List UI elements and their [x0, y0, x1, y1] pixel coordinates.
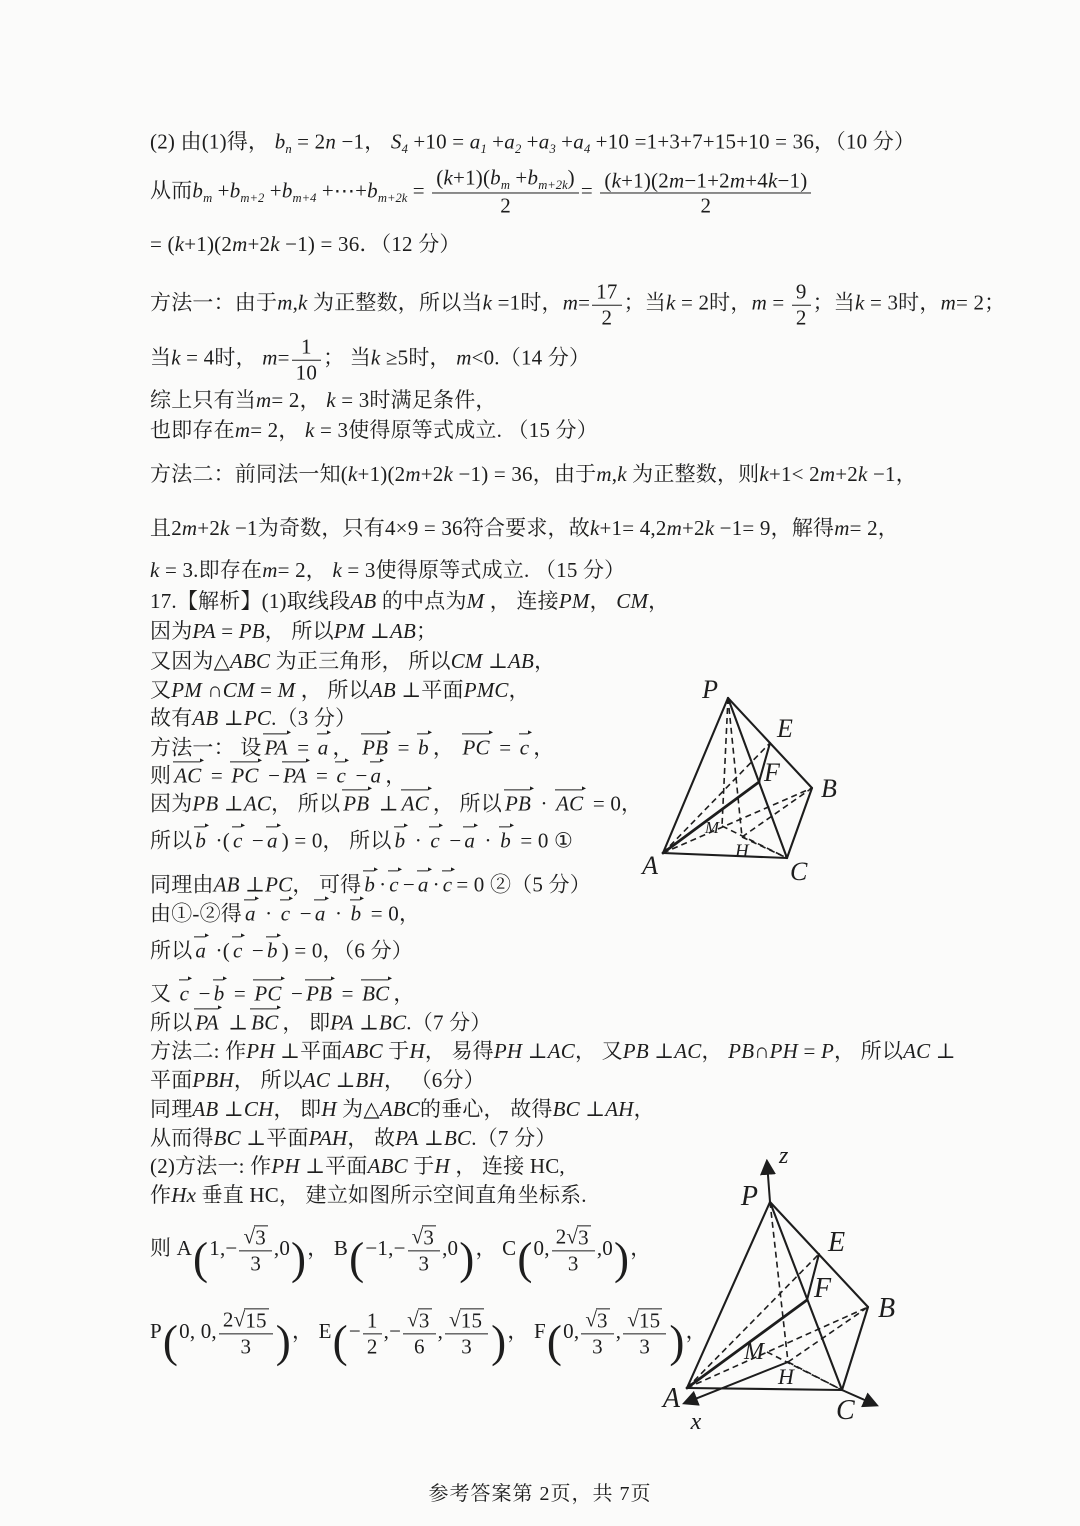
- text-line-27: 从而得BC ⊥平面PAH， 故PA ⊥BC.（7 分）: [150, 1125, 557, 1150]
- vertex-label-P: P: [702, 680, 718, 704]
- text-line-4: 当k = 4时， m= $\frac{1}{10}$ ； 当k ≥5时， m<0.（14 分）: [150, 334, 591, 385]
- text-line-13: 又PM ∩CM = M ， 所以AB ⊥平面PMC，: [150, 677, 530, 702]
- text-line-21: 所以 a ·( c − b ) = 0，（6 分）: [150, 938, 413, 963]
- vertex-label-E: E: [828, 1227, 846, 1258]
- vertex-label-C: C: [790, 857, 808, 886]
- text-line-17: 因为PB ⊥AC， 所以 PB ⊥ AC ， 所以 PB · AC = 0，: [150, 791, 643, 816]
- pyramid-diagram-1: [632, 680, 872, 890]
- text-line-24: 方法二: 作PH ⊥平面ABC 于H， 易得PH ⊥AC， 又PB ⊥AC， PB∩PH = P， 所以AC ⊥: [150, 1038, 956, 1063]
- text-line-20: 由①-②得 a · c − a · b = 0，: [150, 901, 421, 926]
- vertex-label-M: M: [704, 818, 719, 837]
- vertex-label-M: M: [744, 1339, 764, 1365]
- text-line-26: 同理AB ⊥CH， 即H 为△ABC的垂心， 故得BC ⊥AH，: [150, 1096, 655, 1121]
- vertex-label-P: P: [740, 1181, 758, 1212]
- text-line-1: 从而$b_m +b_{m+2} +b_{m+4}$ $+\cdots+b_{m+2k}$ = $\frac{(k+1)(b_m +b_{m+2k})}{2}$ = $\frac{(k+1)(2m-1+2m+4k-1)}{2}$: [150, 165, 813, 218]
- axis-label-x: x: [690, 1409, 702, 1435]
- text-line-25: 平面PBH， 所以AC ⊥BH， （6分）: [150, 1067, 485, 1092]
- vertex-label-C: C: [836, 1395, 855, 1426]
- text-line-19: 同理由AB ⊥PC， 可得 b · c − a · c = 0 ②（5 分）: [150, 872, 591, 897]
- text-line-16: 则 AC = PC − PA = c − a ，: [150, 763, 407, 788]
- text-line-6: 也即存在m= 2， k = 3使得原等式成立. （15 分）: [150, 417, 598, 442]
- vertex-label-B: B: [821, 774, 837, 803]
- vertex-label-F: F: [814, 1273, 832, 1304]
- z-axis: [767, 1162, 770, 1202]
- text-line-2: = (k+1)(2m+2k −1) = 36．（12 分）: [150, 231, 461, 256]
- text-line-28: (2)方法一: 作PH ⊥平面ABC 于H ， 连接 HC,: [150, 1153, 565, 1178]
- text-line-31: P(0, 0, 2 √ 15 3 )， E(− $\frac{1}{2}$ ,− √ 3 6 , √ 15 3 )， F(0, √ 3 3 , √ 15 3 )，: [150, 1307, 707, 1367]
- vertex-label-B: B: [878, 1293, 896, 1324]
- text-line-23: 所以 PA ⊥ BC ， 即PA ⊥BC.（7 分）: [150, 1010, 492, 1035]
- vertex-label-F: F: [764, 758, 780, 787]
- text-line-10: 17.【解析】(1)取线段AB 的中点为M ， 连接PM， CM，: [150, 588, 670, 613]
- text-line-30: 则 A(1,− √ 3 3 ,0)， B(−1,− √ 3 3 ,0)， C(0, 2 √ 3 3 ,0)，: [150, 1224, 652, 1284]
- text-line-9: k = 3.即存在m= 2， k = 3使得原等式成立. （15 分）: [150, 557, 626, 582]
- axis-label-z: z: [779, 1145, 789, 1169]
- text-line-5: 综上只有当m= 2， k = 3时满足条件，: [150, 387, 497, 412]
- vertex-label-H: H: [778, 1364, 794, 1389]
- text-line-3: 方法一：由于m,k 为正整数，所以当k =1时，m= $\frac{17}{2}$ ；当k = 2时，m = $\frac{9}{2}$ ；当k = 3时，m= 2；: [150, 279, 1006, 330]
- text-line-0: (2) 由(1)得， $b_n = 2n -1$， $S_4 +10 = a_1 +a_2 +a_3 +a_4 +10 =1+3+7+15+10 = 36$，（10 分）: [150, 129, 916, 156]
- text-line-29: 作Hx 垂直 HC， 建立如图所示空间直角坐标系.: [150, 1182, 587, 1207]
- text-line-18: 所以 b ·( c − a ) = 0， 所以 b · c − a · b = 0 ①: [150, 828, 574, 853]
- text-line-8: 且2m+2k −1为奇数，只有4×9 = 36符合要求，故k+1= 4,2m+2k −1= 9，解得m= 2，: [150, 515, 900, 540]
- text-line-7: 方法二：前同法一知(k+1)(2m+2k −1) = 36，由于m,k 为正整数，则k+1< 2m+2k −1，: [150, 461, 917, 486]
- vertex-labels-2: [661, 1145, 895, 1435]
- vertex-label-E: E: [777, 714, 793, 743]
- vertex-label-A: A: [662, 1383, 680, 1414]
- text-line-14: 故有AB ⊥PC.（3 分）: [150, 705, 357, 730]
- text-line-15: 方法一： 设 PA = a ， PB = b ， PC = c ，: [150, 735, 555, 760]
- text-line-22: 又 c − b = PC − PB = BC ，: [150, 981, 415, 1006]
- page-footer: 参考答案第 2页，共 7页: [428, 1483, 652, 1505]
- vertex-label-H: H: [735, 841, 749, 862]
- pyramid-diagram-2-axes: [640, 1145, 900, 1445]
- text-line-12: 又因为△ABC 为正三角形， 所以CM ⊥AB，: [150, 648, 556, 673]
- vertex-label-A: A: [642, 851, 658, 880]
- text-line-11: 因为PA = PB， 所以PM ⊥AB；: [150, 618, 438, 643]
